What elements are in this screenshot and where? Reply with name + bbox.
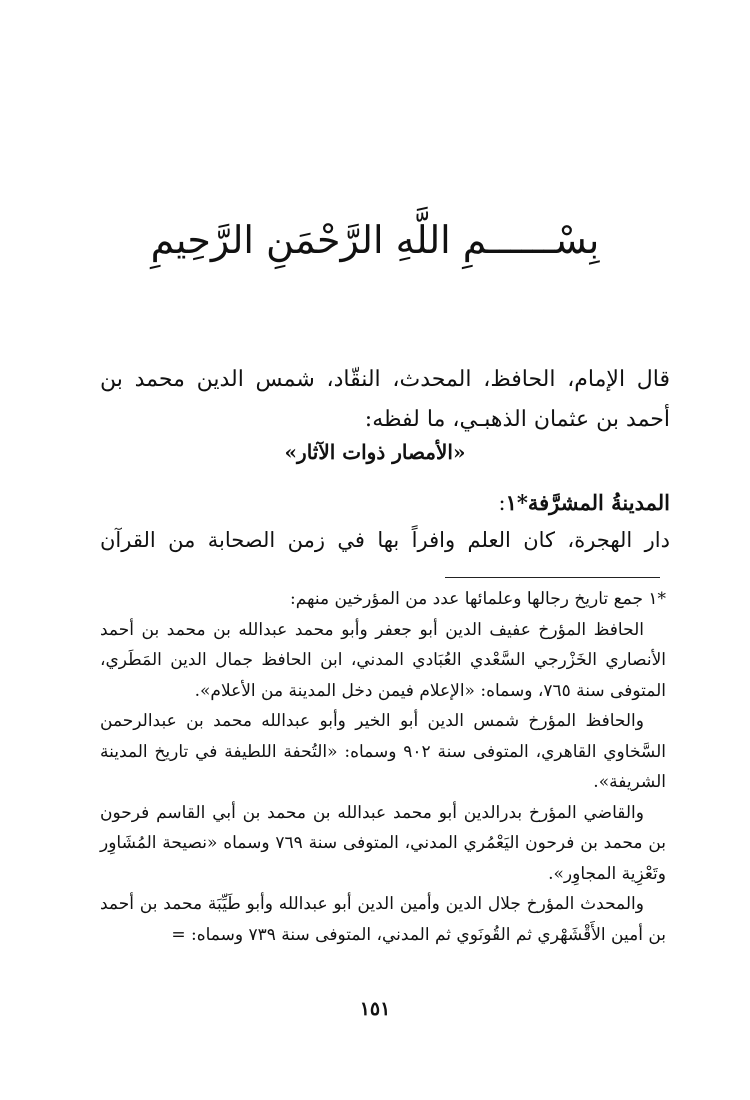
footnote-entry-2: والحافظ المؤرخ شمس الدين أبو الخير وأبو عبدالله محمد بن عبدالرحمن السَّخاوي القاهري، المتوفى سنة ٩٠٢ وسماه: «التُحفة اللطيفة في تاريخ المدينة الشريفة». (100, 711, 666, 792)
footnote-separator (445, 577, 660, 578)
section-heading-colon: : (498, 491, 506, 515)
section-heading-text: المدينةُ المشرَّفة*١ (505, 490, 670, 515)
section-body-text: دار الهجرة، كان العلم وافراً بها في زمن الصحابة من القرآن (100, 528, 670, 552)
footnote-intro: *١ جمع تاريخ رجالها وعلمائها عدد من المؤرخين منهم: (289, 589, 666, 609)
page-number: ١٥١ (359, 998, 391, 1020)
section-heading (100, 486, 670, 520)
footnote-entry-1: الحافظ المؤرخ عفيف الدين أبو جعفر وأبو محمد عبدالله بن محمد بن أحمد الأنصاري الخَزْرجي السَّعْدي العُبَادي المدني، ابن الحافظ جمال الدين المَطَري، المتوفى سنة ٧٦٥، وسماه: «الإعلام فيمن دخل المدينة من الأعلام». (100, 619, 666, 701)
footnotes (100, 584, 666, 950)
basmala-heading: بِسْــــــمِ اللَّهِ الرَّحْمَنِ الرَّحِيمِ (150, 218, 600, 262)
intro-line-1: قال الإمام، الحافظ، المحدث، النقّاد، شمس الدين محمد بن (100, 367, 670, 392)
book-title: «الأمصار ذوات الآثار» (284, 440, 466, 464)
footnote-entry-3: والقاضي المؤرخ بدرالدين أبو محمد عبدالله بن محمد بن أبي القاسم فرحون بن محمد بن فرحون اليَعْمُري المدني، المتوفى سنة ٧٦٩ وسماه «نصيحة المُشَاوِر وتَعْزِية المجاوِر». (100, 802, 667, 884)
intro-line-2: أحمد بن عثمان الذهبـي، ما لفظه: (364, 407, 670, 432)
footnote-entry-4: والمحدث المؤرخ جلال الدين وأمين الدين أبو عبدالله وأبو طَيِّبَة محمد بن أحمد بن أمين الأَقْشَهْري ثم القُونَوي ثم المدني، المتوفى سنة ٧٣٩ وسماه: = (100, 894, 666, 945)
intro-paragraph (100, 360, 670, 440)
